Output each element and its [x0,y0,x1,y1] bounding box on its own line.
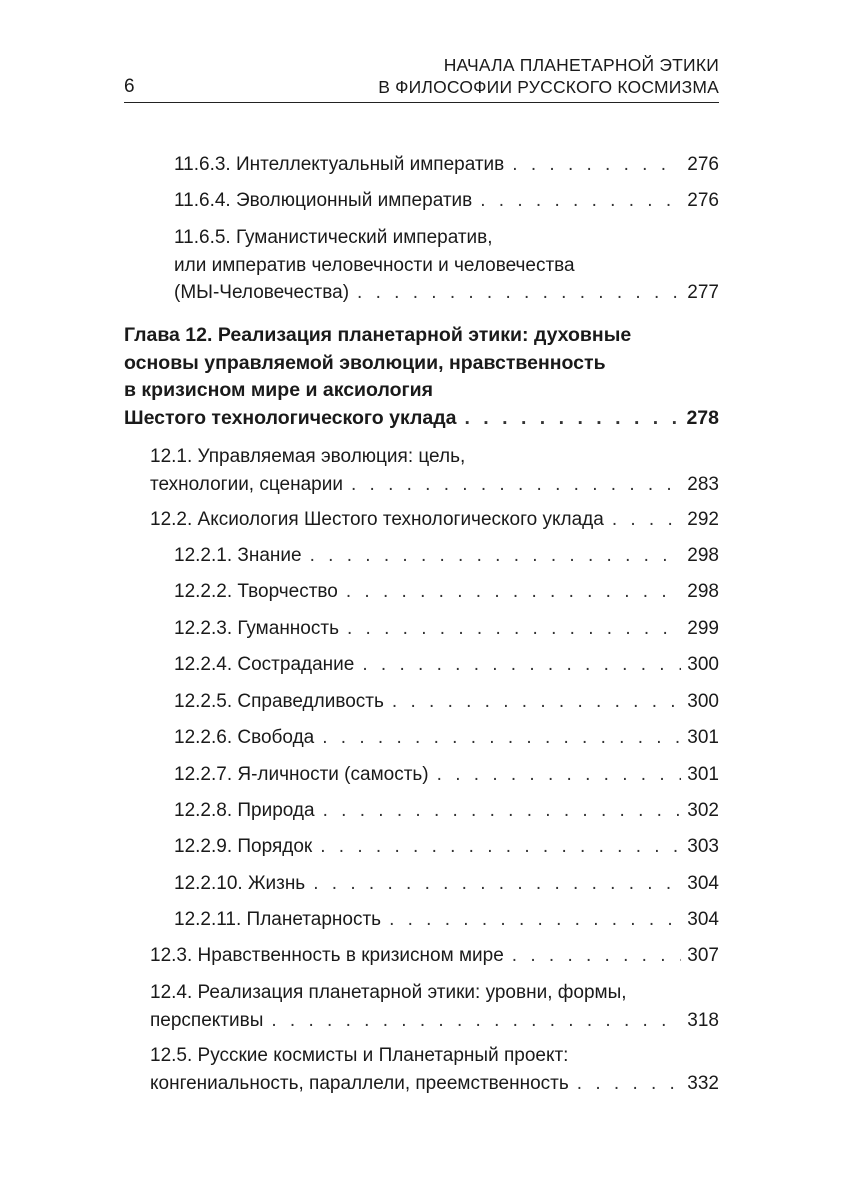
dot-leader [310,542,682,570]
toc-entry-12-2-2[interactable] [174,578,719,606]
toc-entry-11-6-4[interactable] [174,187,719,215]
toc-page-number: 300 [687,691,719,712]
dot-leader [313,870,681,898]
toc-page-number: 301 [687,727,719,748]
toc-entry-12-3[interactable] [150,942,719,970]
dot-leader [322,724,681,752]
toc-chapter-title: Шестого технологического уклада [124,406,457,429]
toc-page-number: 277 [687,282,719,303]
toc-entry-12-2-7[interactable] [174,761,719,789]
toc-entry-12-1[interactable] [150,443,719,498]
toc-entry-12-2-6[interactable] [174,724,719,752]
dot-leader [389,906,681,934]
toc-entry-12-2-4[interactable] [174,651,719,679]
toc-entry-title: 12.2.7. Я-личности (самость) [174,764,429,785]
page-header [124,54,719,103]
toc-page-number: 318 [687,1009,719,1031]
toc-page-number: 307 [687,945,719,966]
dot-leader [612,506,681,534]
dot-leader [320,833,681,861]
toc-entry-last-line [174,578,719,606]
dot-leader [464,405,680,433]
toc-page-number: 303 [687,836,719,857]
toc-entry-12-2[interactable] [150,506,719,534]
toc-page-number: 332 [687,1072,719,1094]
toc-entry-title: технологии, сценарии [150,473,343,495]
toc-entry-title: перспективы [150,1009,264,1031]
toc-entry-12-2-10[interactable] [174,870,719,898]
toc-page-number: 299 [687,618,719,639]
toc-chapter-title-line: в кризисном мире и аксиология [124,379,433,401]
page-number: 6 [124,76,135,97]
running-head-line-1: НАЧАЛА ПЛАНЕТАРНОЙ ЭТИКИ [443,55,719,75]
toc-entry-last-line [174,279,719,307]
toc-entry-12-2-3[interactable] [174,615,719,643]
running-head [378,54,719,98]
dot-leader [347,615,681,643]
dot-leader [346,578,681,606]
toc-page-number: 304 [687,909,719,930]
toc-page-number: 276 [687,190,719,211]
toc-page-number: 278 [686,406,719,429]
toc-chapter-12[interactable] [124,322,719,432]
toc-entry-title: 12.2.4. Сострадание [174,654,355,675]
toc-entry-title-line: 12.1. Управляемая эволюция: цель, [150,446,466,467]
toc-entry-12-5[interactable] [150,1042,719,1097]
toc-entry-title: (МЫ-Человечества) [174,282,350,303]
toc-entry-title: 11.6.4. Эволюционный императив [174,190,473,211]
toc-entry-title: 12.2.9. Порядок [174,836,313,857]
toc-entry-last-line [174,151,719,179]
toc-page-number: 304 [687,873,719,894]
toc-chapter-title-line: основы управляемой эволюции, нравственность [124,351,606,374]
toc-entry-last-line [174,761,719,789]
toc-entry-12-2-9[interactable] [174,833,719,861]
toc-page-number: 292 [687,509,719,530]
toc-entry-12-2-11[interactable] [174,906,719,934]
dot-leader [512,942,682,970]
toc-entry-last-line [150,942,719,970]
toc-entry-title: 12.2.2. Творчество [174,581,338,602]
toc-entry-title: 12.2.10. Жизнь [174,873,306,894]
toc-page-number: 302 [687,800,719,821]
toc-entry-last-line [150,1070,719,1098]
toc-entry-last-line [150,506,719,534]
toc-chapter-title-line: Глава 12. Реализация планетарной этики: духовные [124,324,632,346]
toc-entry-last-line [174,724,719,752]
toc-page-number: 298 [687,581,719,602]
toc-entry-title-line: 11.6.5. Гуманистический императив, [174,227,493,248]
toc-entry-title: 12.2.8. Природа [174,800,315,821]
toc-entry-last-line [174,906,719,934]
toc-page-number: 283 [687,473,719,495]
toc-entry-last-line [174,542,719,570]
toc-entry-title: конгениальность, параллели, преемственность [150,1072,569,1094]
dot-leader [577,1070,682,1098]
toc-entry-last-line [174,615,719,643]
toc-entry-last-line [174,688,719,716]
toc-page-number: 301 [687,764,719,785]
toc-entry-title: 12.2.1. Знание [174,545,302,566]
toc-entry-last-line [174,187,719,215]
dot-leader [512,151,681,179]
dot-leader [323,797,682,825]
toc-entry-title: 12.2.5. Справедливость [174,691,384,712]
toc-entry-last-line [174,833,719,861]
dot-leader [271,1007,681,1035]
toc-entry-12-2-1[interactable] [174,542,719,570]
toc-entry-title: 12.3. Нравственность в кризисном мире [150,945,504,966]
toc-entry-last-line [174,797,719,825]
toc-entry-last-line [174,870,719,898]
toc-entry-last-line [174,651,719,679]
toc-entry-12-2-8[interactable] [174,797,719,825]
toc-entry-12-2-5[interactable] [174,688,719,716]
toc-entry-title: 12.2. Аксиология Шестого технологического уклада [150,509,604,530]
toc-entry-11-6-5[interactable] [174,224,719,307]
toc-entry-title-line: или императив человечности и человечества [174,254,575,276]
dot-leader [357,279,681,307]
toc-entry-last-line [124,405,719,433]
toc-entry-title: 11.6.3. Интеллектуальный императив [174,154,505,175]
dot-leader [437,761,682,789]
toc-entry-11-6-3[interactable] [174,151,719,179]
toc-entry-12-4[interactable] [150,979,719,1034]
dot-leader [480,187,681,215]
toc-entry-title: 12.2.11. Планетарность [174,909,382,930]
toc-entry-last-line [150,471,719,499]
toc-entry-title: 12.2.6. Свобода [174,727,315,748]
toc-entry-title-line: 12.5. Русские космисты и Планетарный проект: [150,1045,569,1066]
dot-leader [392,688,681,716]
running-head-line-2: В ФИЛОСОФИИ РУССКОГО КОСМИЗМА [378,77,719,97]
toc-page-number: 276 [687,154,719,175]
toc-entry-last-line [150,1007,719,1035]
toc-page-number: 300 [687,654,719,675]
toc-entry-title: 12.2.3. Гуманность [174,618,339,639]
dot-leader [351,471,681,499]
dot-leader [362,651,681,679]
toc-entry-title-line: 12.4. Реализация планетарной этики: уровни, формы, [150,982,627,1003]
toc-page-number: 298 [687,545,719,566]
